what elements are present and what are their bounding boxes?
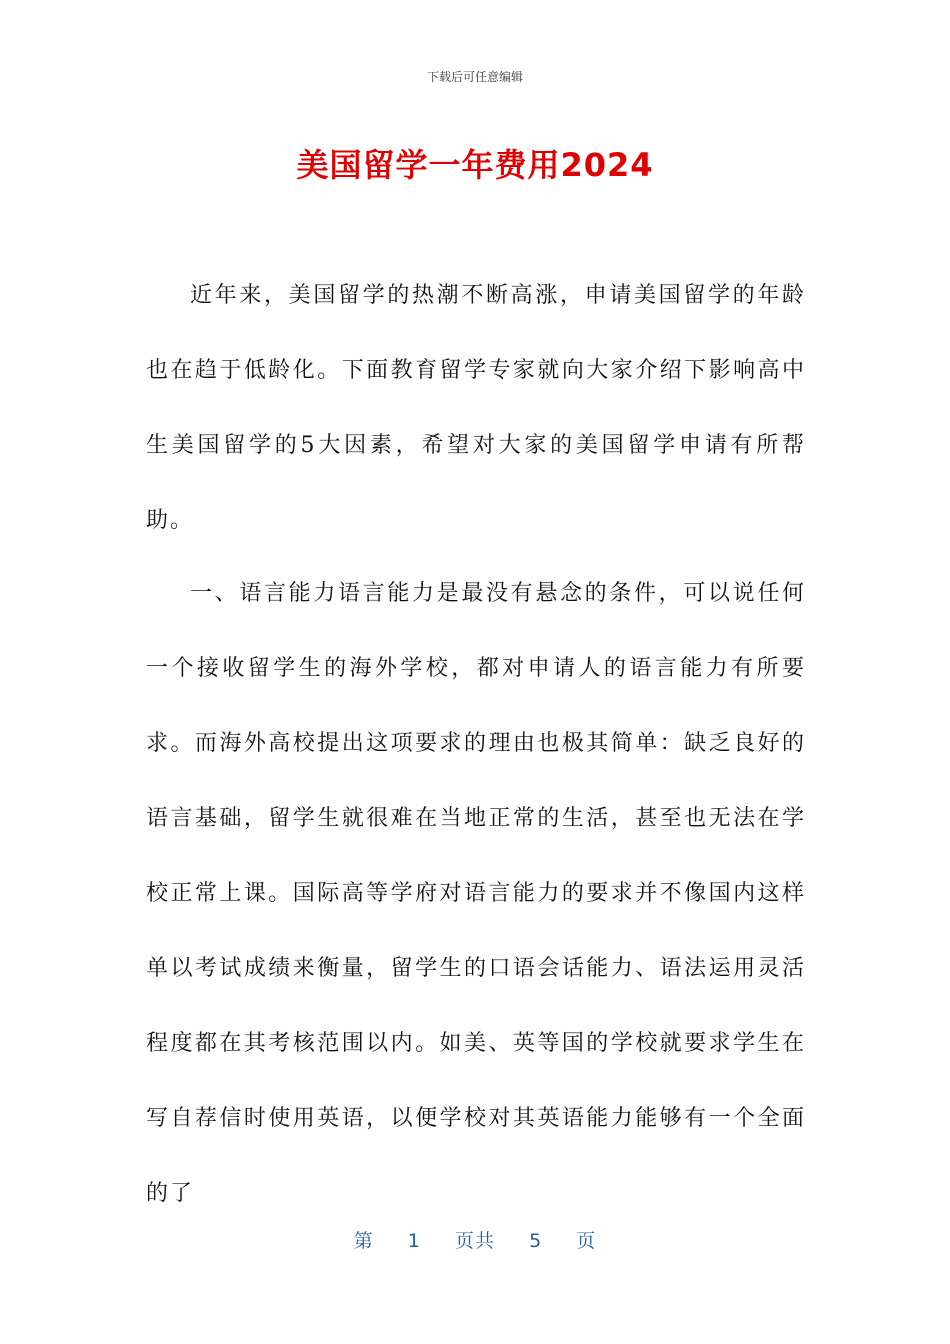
footer-middle: 页共 [454, 1230, 495, 1252]
paragraph-language-ability: 一、语言能力语言能力是最没有悬念的条件，可以说任何一个接收留学生的海外学校，都对申请人的语言能力有所要求。而海外高校提出这项要求的理由也极其简单：缺乏良好的语言基础，留学生就很难在当地正常的生活，甚至也无法在学校正常上课。国际高等学府对语言能力的要求并不像国内这样单以考试成绩来衡量，留学生的口语会话能力、语法运用灵活程度都在其考核范围以内。如美、英等国的学校就要求学生在写自荐信时使用英语，以便学校对其英语能力能够有一个全面的了 [146, 581, 806, 1206]
paragraph-intro: 近年来，美国留学的热潮不断高涨，申请美国留学的年龄也在趋于低龄化。下面教育留学专家就向大家介绍下影响高中生美国留学的5大因素，希望对大家的美国留学申请有所帮助。 [146, 283, 806, 533]
header-note: 下载后可任意编辑 [426, 70, 523, 84]
footer-page-number: 1 [407, 1230, 421, 1252]
page-title: 美国留学一年费用2024 [296, 146, 654, 184]
footer-prefix: 第 [353, 1230, 374, 1252]
footer-total-pages: 5 [529, 1230, 543, 1252]
page-footer [0, 1226, 950, 1253]
footer-suffix: 页 [576, 1230, 597, 1252]
